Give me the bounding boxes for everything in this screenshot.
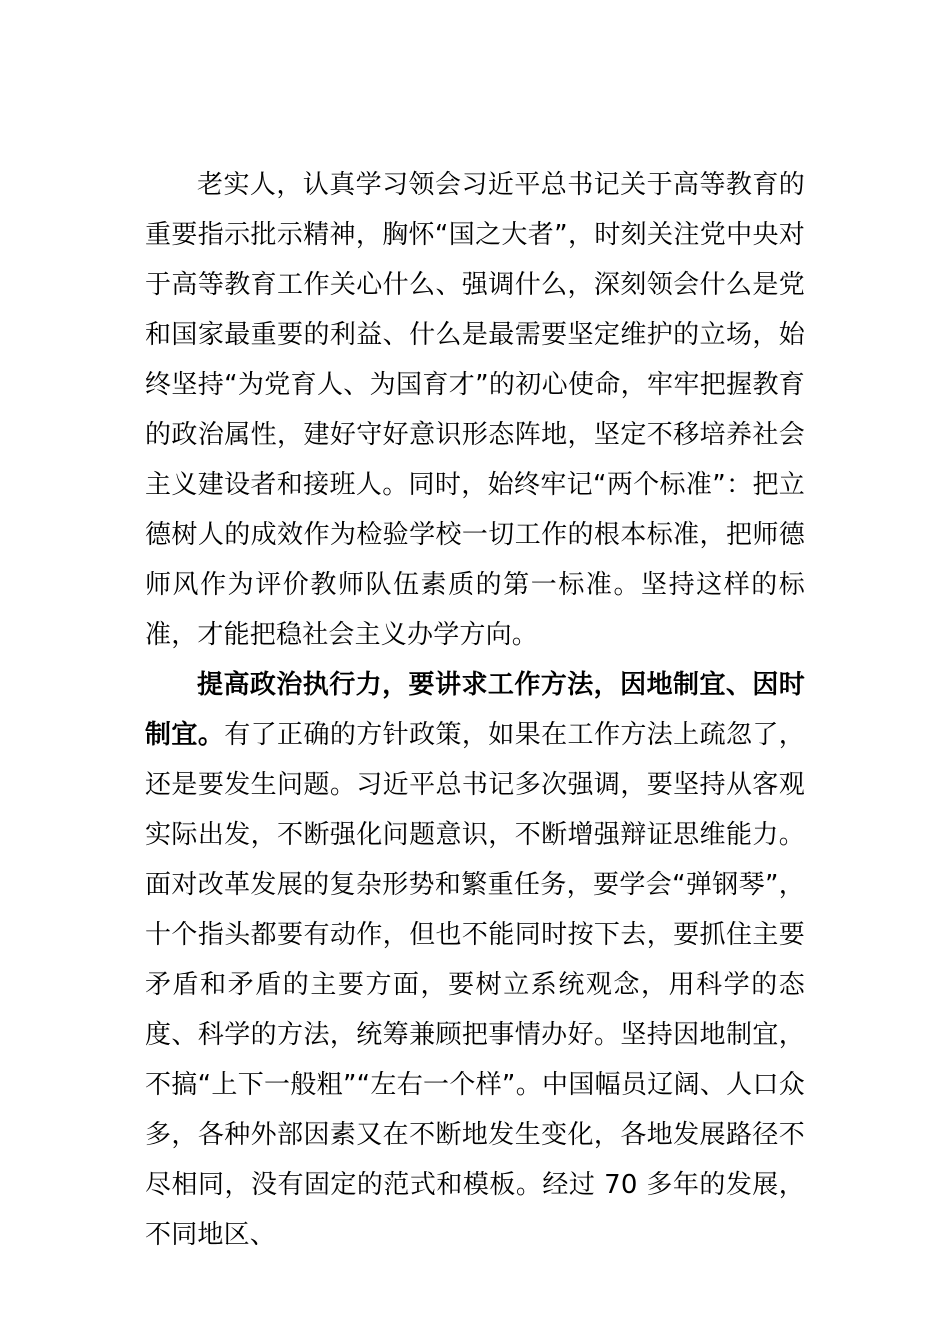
paragraph-2-body: 有了正确的方针政策，如果在工作方法上疏忽了，还是要发生问题。习近平总书记多次强调，要坚持从客观实际出发，不断强化问题意识，不断增强辩证思维能力。面对改革发展的复杂形势和繁重任务，要学会“弹钢琴”，十个指头都要有动作，但也不能同时按下去，要抓住主要矛盾和矛盾的主要方面，要树立系统观念，用科学的态度、科学的方法，统筹兼顾把事情办好。坚持因地制宜，不搞“上下一般粗”“左右一个样”。中国幅员辽阔、人口众多，各种外部因素又在不断地发生变化，各地发展路径不尽相同，没有固定的范式和模板。经过 70 多年的发展，不同地区、	[145, 720, 805, 1250]
paragraph-2	[145, 660, 805, 1260]
paragraph-2-lead: 提高政治执行力，要讲求工作方法，因地制宜、因时制宜。	[145, 670, 805, 750]
document-body	[145, 160, 805, 1260]
paragraph-1: 老实人，认真学习领会习近平总书记关于高等教育的重要指示批示精神，胸怀“国之大者”，时刻关注党中央对于高等教育工作关心什么、强调什么，深刻领会什么是党和国家最重要的利益、什么是最需要坚定维护的立场，始终坚持“为党育人、为国育才”的初心使命，牢牢把握教育的政治属性，建好守好意识形态阵地，坚定不移培养社会主义建设者和接班人。同时，始终牢记“两个标准”：把立德树人的成效作为检验学校一切工作的根本标准，把师德师风作为评价教师队伍素质的第一标准。坚持这样的标准，才能把稳社会主义办学方向。	[145, 170, 805, 650]
